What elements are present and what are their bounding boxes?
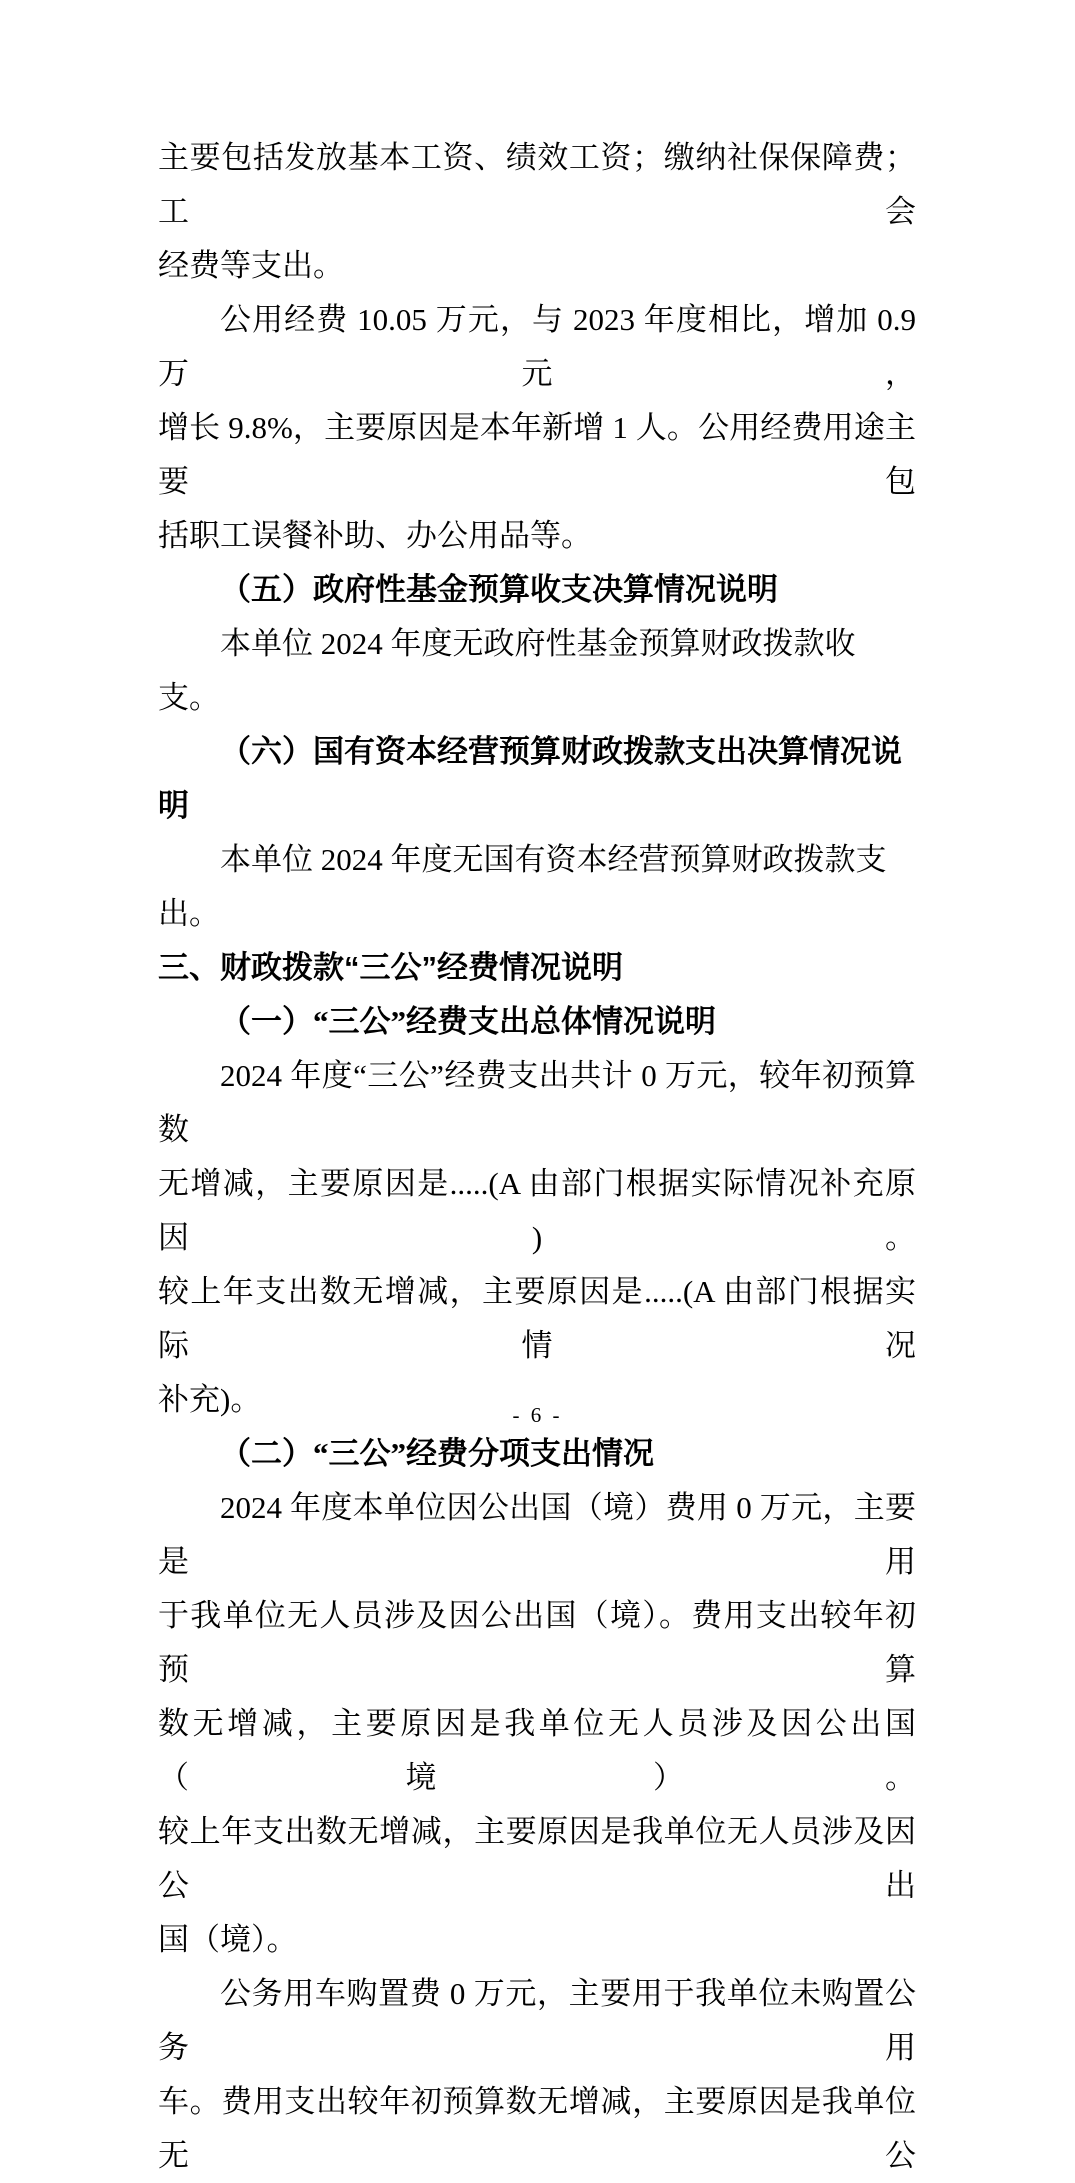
para-abroad-expense: 于我单位无人员涉及因公出国（境）。费用支出较年初预算: [158, 1598, 916, 1687]
heading-5-gov-fund-budget: （五）政府性基金预算收支决算情况说明: [220, 572, 778, 607]
para-three-public-overall: 补充)。: [158, 1382, 262, 1417]
para-abroad-expense: 数无增减，主要原因是我单位无人员涉及因公出国（境）。: [158, 1706, 916, 1795]
para-salary-expense-continuation: 主要包括发放基本工资、绩效工资；缴纳社保保障费；工会: [158, 140, 916, 229]
page-number: - 6 -: [512, 1403, 563, 1427]
para-three-public-overall: 较上年支出数无增减，主要原因是.....(A 由部门根据实际情况: [158, 1274, 916, 1363]
document-body: [158, 131, 916, 2183]
para-vehicle-purchase: 公务用车购置费 0 万元，主要用于我单位未购置公务用: [158, 1976, 916, 2065]
heading-6-state-capital: （六）国有资本经营预算财政拨款支出决算情况说明: [158, 734, 902, 823]
para-abroad-expense: 较上年支出数无增减，主要原因是我单位无人员涉及因公出: [158, 1814, 916, 1903]
para-three-public-overall: 2024 年度“三公”经费支出共计 0 万元，较年初预算数: [158, 1058, 916, 1147]
para-abroad-expense: 国（境）。: [158, 1922, 298, 1957]
para-no-state-capital: 本单位 2024 年度无国有资本经营预算财政拨款支出。: [158, 842, 887, 931]
para-three-public-overall: 无增减，主要原因是.....(A 由部门根据实际情况补充原因)。: [158, 1166, 916, 1255]
para-no-gov-fund: 本单位 2024 年度无政府性基金预算财政拨款收支。: [158, 626, 856, 715]
para-abroad-expense: 2024 年度本单位因公出国（境）费用 0 万元，主要是用: [158, 1490, 916, 1579]
heading-3-1-overall: （一）“三公”经费支出总体情况说明: [220, 1004, 716, 1039]
para-public-funds: 公用经费 10.05 万元，与 2023 年度相比，增加 0.9 万元，: [158, 302, 916, 391]
para-salary-expense-continuation: 经费等支出。: [158, 248, 344, 283]
para-public-funds: 增长 9.8%，主要原因是本年新增 1 人。公用经费用途主要包: [158, 410, 916, 499]
heading-3-2-itemized: （二）“三公”经费分项支出情况: [220, 1436, 654, 1471]
heading-3-three-public-funds: 三、财政拨款“三公”经费情况说明: [158, 950, 623, 985]
para-vehicle-purchase: 车。费用支出较年初预算数无增减，主要原因是我单位无公: [158, 2084, 916, 2173]
para-public-funds: 括职工误餐补助、办公用品等。: [158, 518, 592, 553]
